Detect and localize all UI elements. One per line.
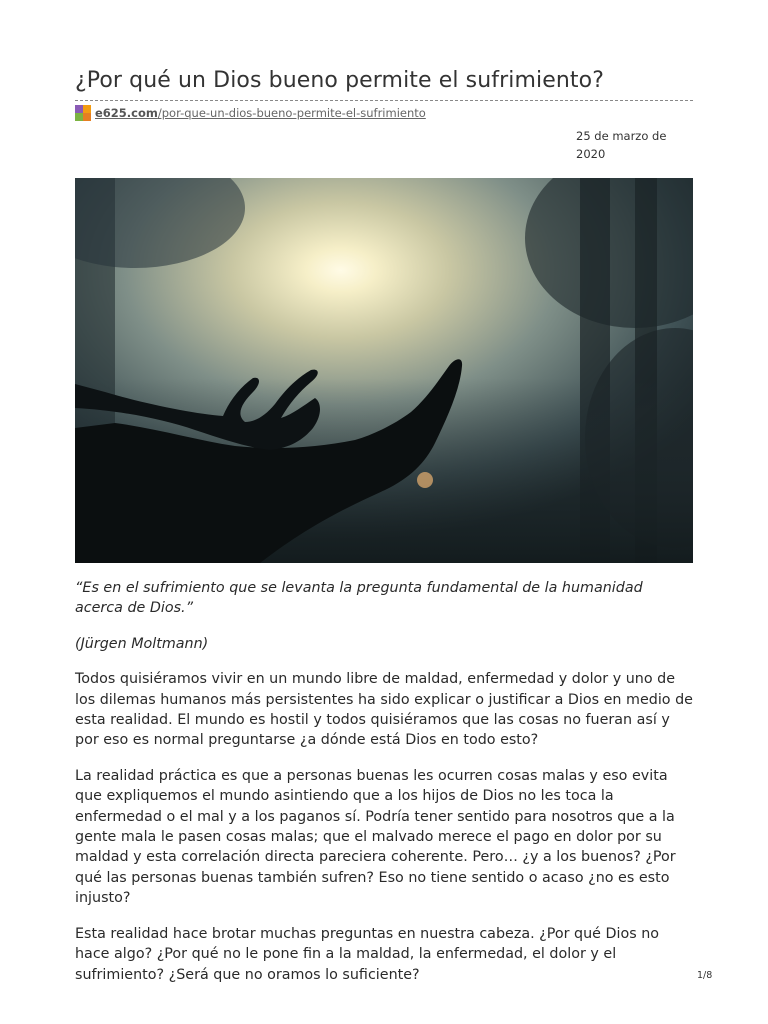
article-title: ¿Por qué un Dios bueno permite el sufrimiento? [75, 68, 604, 93]
publish-date [576, 127, 686, 163]
hero-image [75, 178, 693, 563]
date-line-1: 25 de marzo de [576, 129, 667, 143]
title-divider [75, 100, 693, 101]
page-number: 1/8 [697, 970, 713, 981]
source-line [75, 105, 426, 121]
body-paragraph-2: La realidad práctica es que a personas buenas les ocurren cosas malas y eso evita que expliquemos el mundo asintiendo que a los hijos de Dios no les toca la enfermedad o el mal y a los paganos sí. Podría tener sentido para nosotros que a la gente mala le pasen cosas malas; que el malvado merece el pago en dolor por su maldad y esta correlación directa pareciera coherente. Pero… ¿y a los buenos? ¿Por qué las personas buenas también sufren? Eso no tiene sentido o acaso ¿no es esto injusto? [75, 767, 676, 907]
site-favicon-icon [75, 105, 91, 121]
source-path: /por-que-un-dios-bueno-permite-el-sufrimiento [157, 106, 426, 120]
body-paragraph-3: Esta realidad hace brotar muchas preguntas en nuestra cabeza. ¿Por qué Dios no hace algo? ¿Por qué no le pone fin a la maldad, la enfermedad, el dolor y el sufrimiento? ¿Será que no oramos lo suficiente? [75, 925, 660, 983]
article-body [75, 578, 693, 1000]
source-link[interactable] [95, 106, 426, 120]
source-domain: e625.com [95, 106, 158, 120]
date-line-2: 2020 [576, 147, 606, 161]
quote-author: (Jürgen Moltmann) [75, 635, 209, 652]
body-paragraph-1: Todos quisiéramos vivir en un mundo libre de maldad, enfermedad y dolor y uno de los dilemas humanos más persistentes ha sido explicar o justificar a Dios en medio de esta realidad. El mundo es hostil y todos quisiéramos que las cosas no fueran así y por eso es normal preguntarse ¿a dónde está Dios en todo esto? [75, 671, 693, 749]
quote-text: “Es en el sufrimiento que se levanta la pregunta fundamental de la humanidad acerca de Dios.” [75, 580, 643, 617]
